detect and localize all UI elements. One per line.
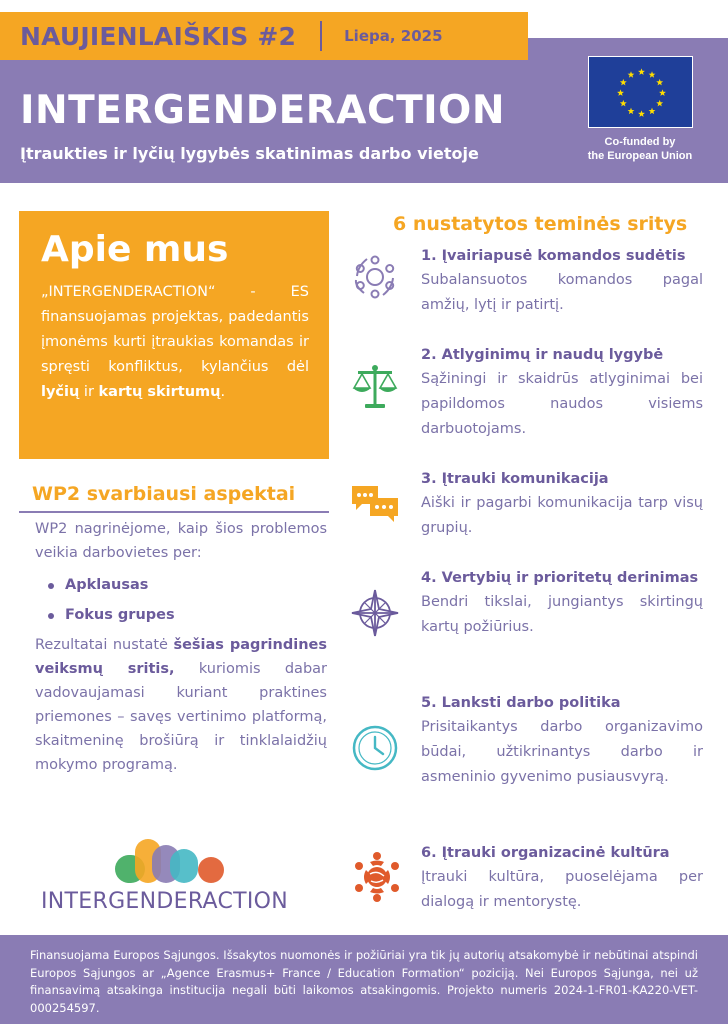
area-desc: Sąžiningi ir skaidrūs atlyginimai bei papildomos naudos visiems darbuotojams. [421,371,703,437]
area-item-1 [421,244,703,318]
footer-disclaimer [0,935,728,1024]
issue-number: NAUJIENLAIŠKIS #2 [20,21,297,51]
wp2-title: WP2 svarbiausi aspektai [32,483,296,505]
wp2-result-bold: šešias pagrindines veiksmų sritis, [35,637,327,677]
page-subtitle: Įtraukties ir lyčių lygybės skatinimas darbo vietoje [20,144,479,163]
area-item-2 [421,343,703,442]
wp2-result [35,633,327,777]
clock-icon [350,723,400,773]
area-title: 5. Lanksti darbo politika [421,695,621,711]
wp2-intro: WP2 nagrinėjome, kaip šios problemos veikia darbovietes per: [35,521,327,561]
chat-bubbles-icon [350,484,402,528]
eu-star-icon [656,100,663,107]
eu-star-icon [656,79,663,86]
eu-line-2: the European Union [587,150,693,162]
area-desc: Įtrauki kultūra, puoselėjama per dialogą ir mentorystę. [421,869,703,910]
area-title: 4. Vertybių ir prioritetų derinimas [421,570,699,586]
intergenderaction-logo-icon [100,835,230,885]
wp2-result-start: Rezultatai nustatė [35,637,174,653]
people-globe-icon [350,850,404,904]
area-title: 3. Įtrauki komunikacija [421,471,609,487]
team-circle-icon [350,252,400,302]
eu-star-icon [620,79,627,86]
about-text-start: „INTERGENDERACTION“ - ES finansuojamas projektas, padedantis įmonėms kurti įtraukias komandas ir spręsti konfliktus, kylančius dėl [41,284,309,375]
about-text [41,280,309,405]
eu-star-icon [620,100,627,107]
eu-star-icon [649,108,656,115]
area-desc: Bendri tikslai, jungiantys skirtingų kartų požiūrius. [421,594,703,635]
logo-wordmark: INTERGENDERACTION [41,889,289,914]
compass-icon [350,588,400,638]
eu-line-1: Co-funded by [604,136,676,148]
areas-title: 6 nustatytos teminės sritys [393,213,688,235]
area-title: 6. Įtrauki organizacinė kultūra [421,845,670,861]
about-bold-gender: lyčių [41,384,80,400]
wp2-list-item: Fokus grupes [35,603,327,627]
eu-star-icon [649,71,656,78]
eu-star-icon [628,71,635,78]
scales-icon [350,362,400,412]
area-title: 2. Atlyginimų ir naudų lygybė [421,347,664,363]
issue-tag-bar [0,12,528,60]
area-desc: Prisitaikantys darbo organizavimo būdai, užtikrinantys darbo ir asmeninio gyvenimo pusiausvyrą. [421,719,703,785]
tag-divider [320,21,322,51]
footer-text: Finansuojama Europos Sąjungos. Išsakytos nuomonės ir požiūriai yra tik jų autorių atsakomybė ir nebūtinai atspindi Europos Sąjungos ar „Agence Erasmus+ France / Education Formation“ poziciją. Nei Europos Sąjunga, nei už finansavimą atsakinga institucija negali būti laikomos atsakingomis. Projekto numeris 2024-1-FR01-KA220-VET-000254597. [30,948,698,1015]
about-text-mid: ir [79,384,99,400]
wp2-result-end: kuriomis dabar vadovaujamasi kuriant praktines priemones – savęs vertinimo platformą, skaitmeninę brošiūrą ir tinklalaidžių mokymo programą. [35,661,327,773]
eu-cofunded-label [560,135,720,163]
about-text-end: . [220,384,226,400]
area-desc: Subalansuotos komandos pagal amžių, lytį ir patirtį. [421,272,703,313]
area-item-5 [421,691,703,790]
area-item-6 [421,841,703,915]
wp2-list [35,573,327,627]
eu-star-icon [659,89,666,96]
area-title: 1. Įvairiapusė komandos sudėtis [421,248,686,264]
wp2-body [35,517,327,777]
eu-flag-icon [588,56,693,128]
page-title: INTERGENDERACTION [20,88,505,133]
eu-star-icon [638,110,645,117]
area-item-4 [421,566,703,640]
area-desc: Aiški ir pagarbi komunikacija tarp visų grupių. [421,495,703,536]
issue-date: Liepa, 2025 [344,27,443,45]
eu-star-icon [617,89,624,96]
wp2-divider [19,511,329,513]
wp2-list-item: Apklausas [35,573,327,597]
area-item-3 [421,467,703,541]
about-title: Apie mus [41,229,229,270]
eu-star-icon [628,108,635,115]
eu-star-icon [638,68,645,75]
about-box [19,211,329,459]
about-bold-generations: kartų skirtumų [98,384,221,400]
